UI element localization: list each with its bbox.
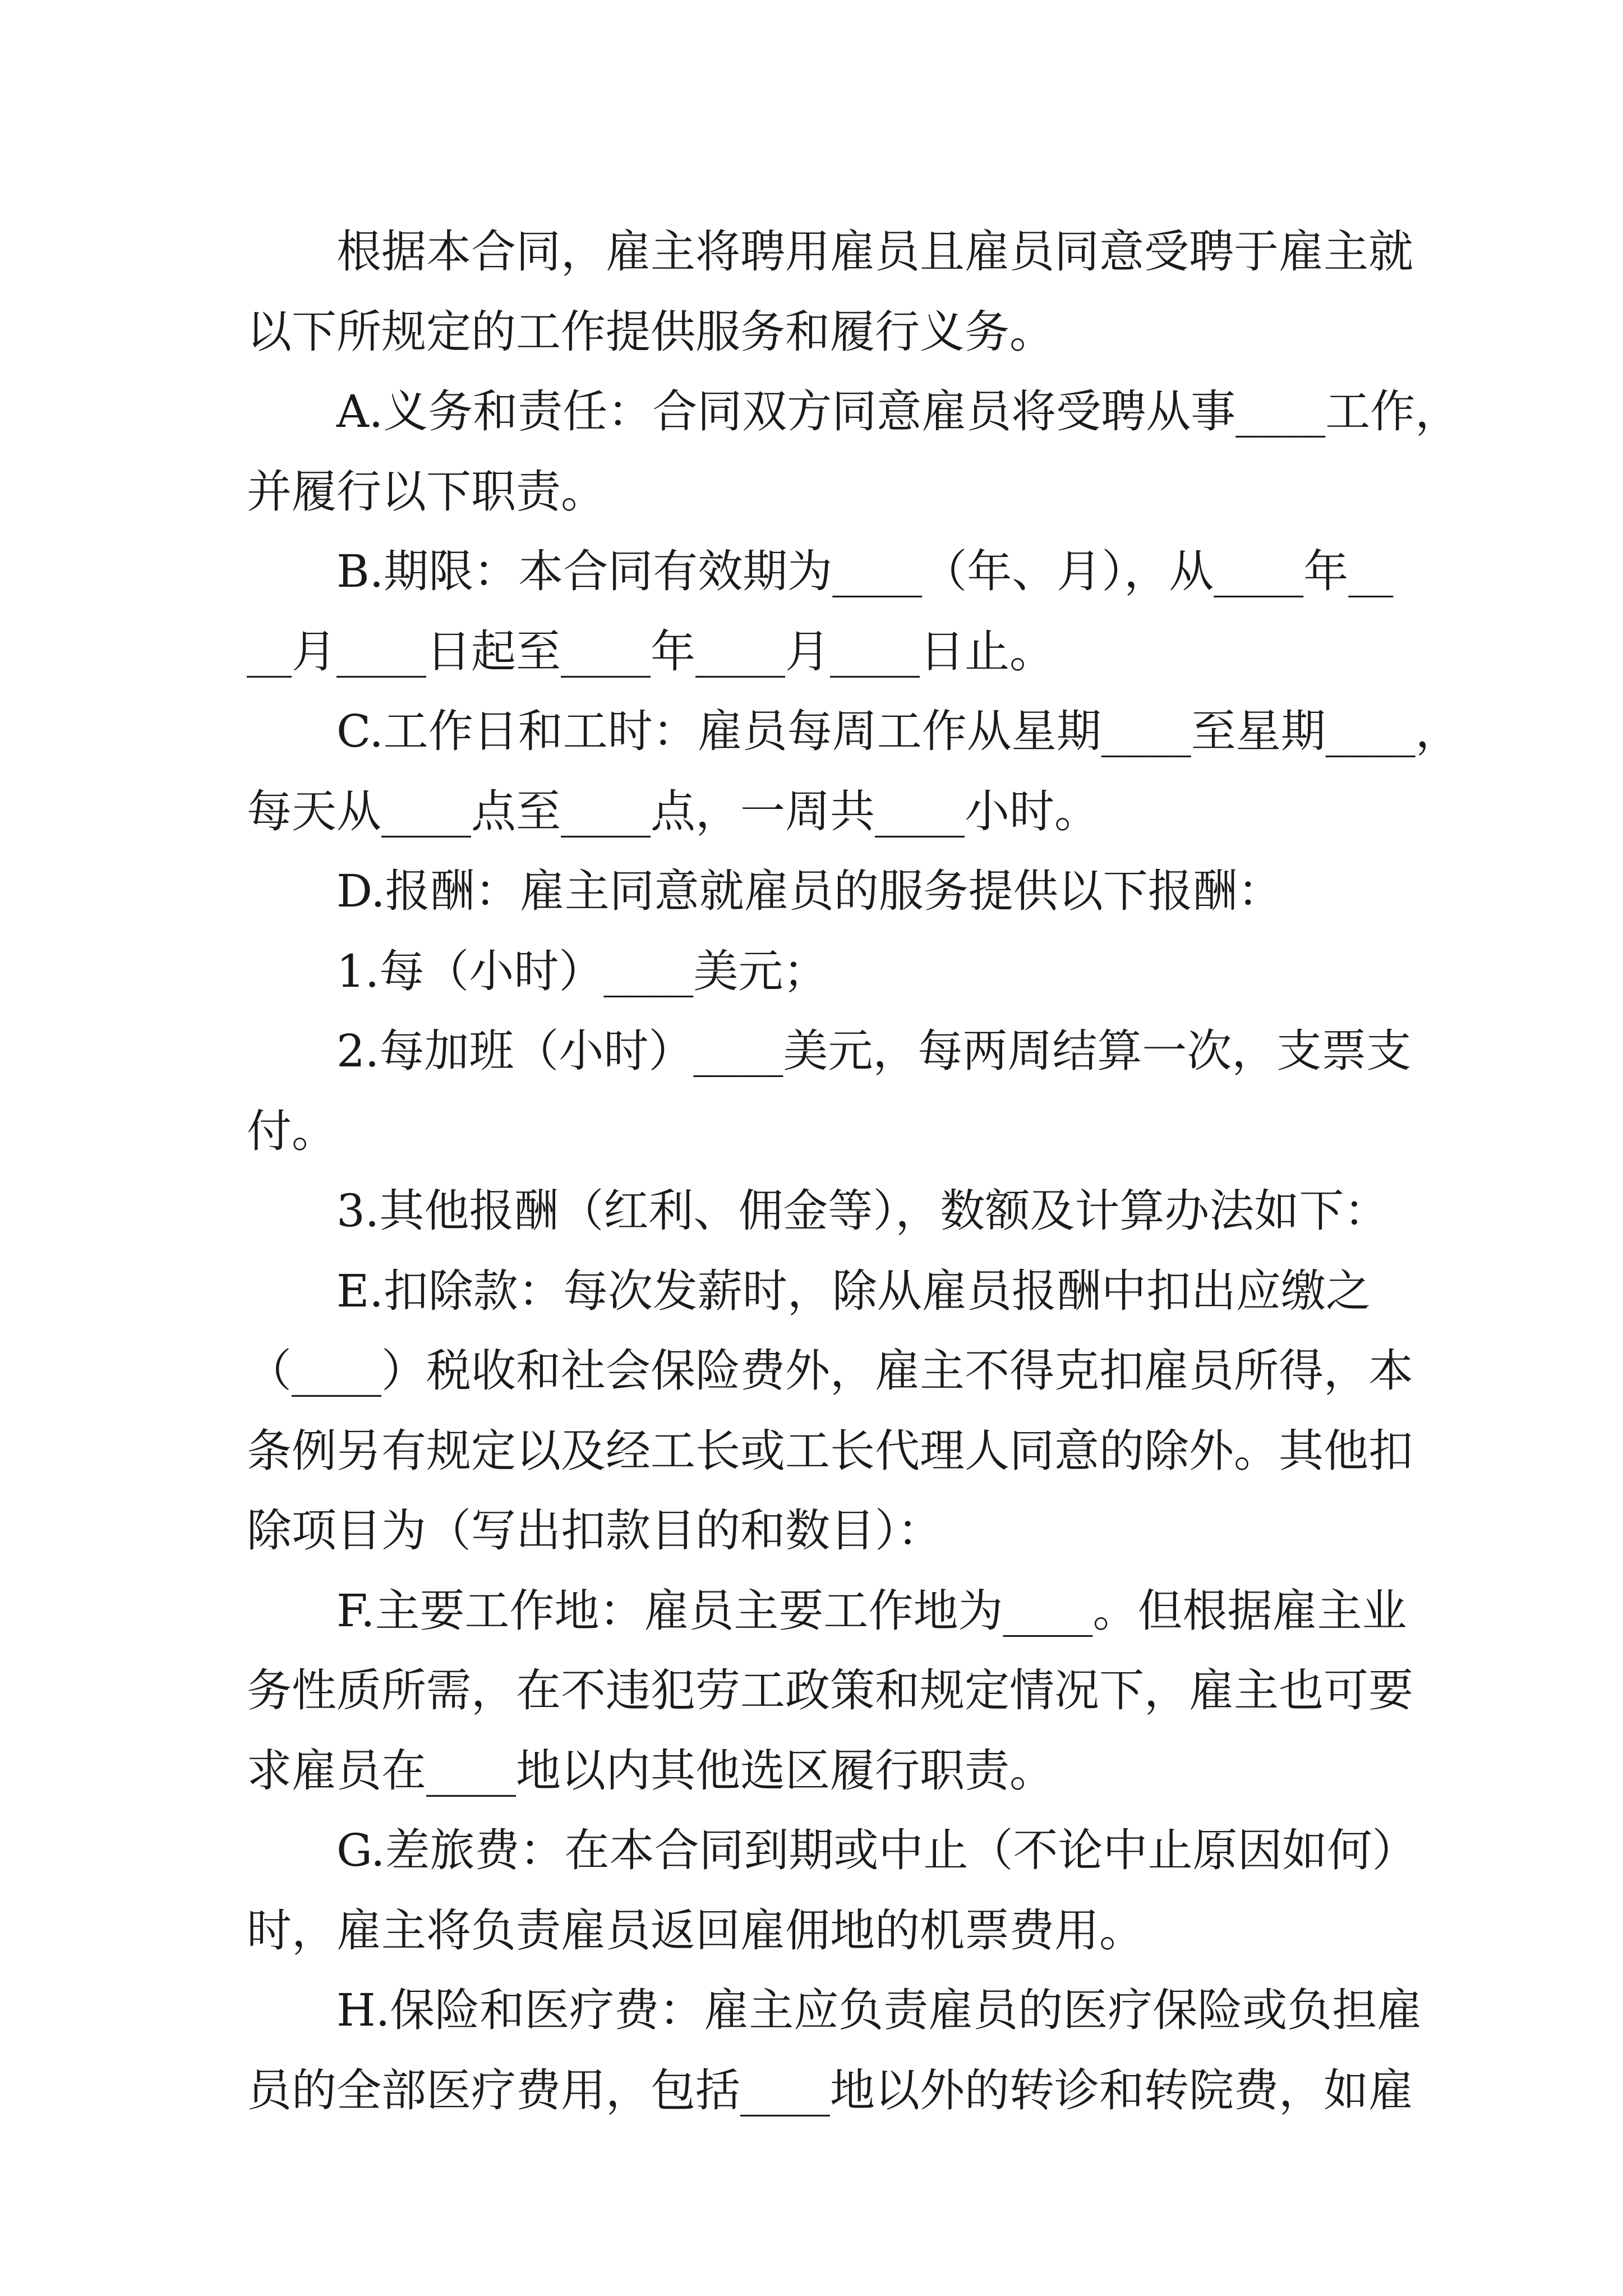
- text-line: 根据本合同，雇主将聘用雇员且雇员同意受聘于雇主就: [336, 226, 1413, 278]
- text-line: F.主要工作地：雇员主要工作地为____。但根据雇主业: [336, 1584, 1407, 1637]
- text-line: C.工作日和工时：雇员每周工作从星期____至星期____，: [336, 705, 1460, 757]
- text-line: 除项目为（写出扣款目的和数目）：: [247, 1504, 942, 1557]
- text-line: 员的全部医疗费用，包括____地以外的转诊和转院费，如雇: [247, 2064, 1413, 2116]
- contract-body: [247, 212, 1460, 2131]
- text-line: 2.每加班（小时）____美元，每两周结算一次，支票支: [336, 1025, 1412, 1077]
- text-line: 时，雇主将负责雇员返回雇佣地的机票费用。: [247, 1904, 1144, 1957]
- text-line: 条例另有规定以及经工长或工长代理人同意的除外。其他扣: [247, 1424, 1413, 1477]
- text-line: 求雇员在____地以内其他选区履行职责。: [247, 1744, 1054, 1797]
- text-line: H.保险和医疗费：雇主应负责雇员的医疗保险或负担雇: [336, 1984, 1422, 2036]
- text-line: E.扣除款：每次发薪时，除从雇员报酬中扣出应缴之: [336, 1264, 1371, 1317]
- text-line: __月____日起至____年____月____日止。: [247, 625, 1054, 678]
- text-line: B.期限：本合同有效期为____（年、月），从____年__: [336, 545, 1394, 597]
- text-line: （____）税收和社会保险费外，雇主不得克扣雇员所得，本: [247, 1345, 1413, 1397]
- text-line: G.差旅费：在本合同到期或中止（不论中止原因如何）: [336, 1824, 1417, 1876]
- text-line: 3.其他报酬（红利、佣金等），数额及计算办法如下：: [336, 1185, 1389, 1237]
- text-line: 并履行以下职责。: [247, 465, 606, 518]
- text-line: 付。: [247, 1105, 336, 1157]
- text-line: 务性质所需，在不违犯劳工政策和规定情况下，雇主也可要: [247, 1664, 1413, 1717]
- text-line: D.报酬：雇主同意就雇员的服务提供以下报酬：: [336, 865, 1283, 917]
- text-line: 每天从____点至____点，一周共____小时。: [247, 785, 1099, 838]
- text-line: 1.每（小时）____美元；: [336, 945, 828, 997]
- text-line: A.义务和责任：合同双方同意雇员将受聘从事____工作，: [336, 385, 1460, 438]
- text-line: 以下所规定的工作提供服务和履行义务。: [247, 305, 1054, 358]
